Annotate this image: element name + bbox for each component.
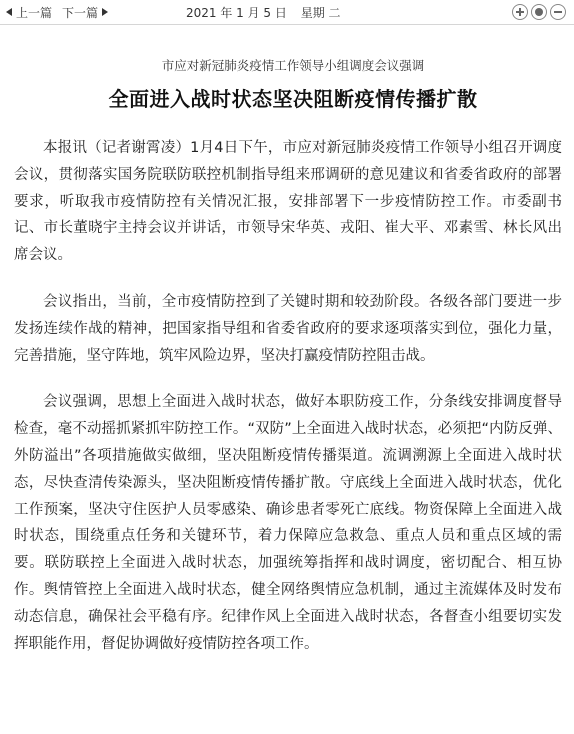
zoom-reset-icon[interactable] bbox=[531, 4, 547, 20]
arrow-right-icon bbox=[102, 8, 108, 16]
zoom-controls bbox=[509, 4, 566, 20]
issue-date bbox=[186, 4, 351, 21]
article-subtitle: 市应对新冠肺炎疫情工作领导小组调度会议强调 bbox=[161, 58, 425, 73]
article-nav bbox=[6, 4, 118, 20]
zoom-out-icon[interactable] bbox=[550, 4, 566, 20]
article bbox=[14, 56, 562, 657]
article-paragraph: 本报讯（记者谢霄凌）1月4日下午，市应对新冠肺炎疫情工作领导小组召开调度会议，贯彻落实国务院联防联控机制指导组来邢调研的意见建议和省委省政府的部署要求，听取我市疫情防控有关情况汇报，安排部署下一步疫情防控工作。市委副书记、市长董晓宇主持会议并讲话，市领导宋华英、戎阳、崔大平、邓素雪、林长风出席会议。 bbox=[14, 140, 562, 264]
arrow-left-icon bbox=[6, 8, 12, 16]
top-toolbar bbox=[0, 0, 574, 25]
weekday-text: 星期 二 bbox=[300, 6, 341, 20]
article-title: 全面进入战时状态坚决阻断疫情传播扩散 bbox=[108, 87, 478, 111]
date-text: 2021 年 1 月 5 日 bbox=[186, 6, 287, 20]
prev-article-button[interactable] bbox=[6, 4, 52, 21]
zoom-in-icon[interactable] bbox=[512, 4, 528, 20]
article-paragraph: 会议强调，思想上全面进入战时状态，做好本职防疫工作，分条线安排调度督导检查，毫不动摇抓紧抓牢防控工作。“双防”上全面进入战时状态，必须把“内防反弹、外防溢出”各项措施做实做细，坚决阻断疫情传播渠道。流调溯源上全面进入战时状态，尽快查清传染源头，坚决阻断疫情传播扩散。守底线上全面进入战时状态，优化工作预案，坚决守住医护人员零感染、确诊患者零死亡底线。物资保障上全面进入战时状态，围绕重点任务和关键环节，着力保障应急救急、重点人员和重点区域的需要。联防联控上全面进入战时状态，加强统筹指挥和战时调度，密切配合、相互协作。舆情管控上全面进入战时状态，健全网络舆情应急机制，通过主流媒体及时发布动态信息，确保社会平稳有序。纪律作风上全面进入战时状态，各督查小组要切实发挥职能作用，督促协调做好疫情防控各项工作。 bbox=[14, 394, 562, 652]
next-article-button[interactable] bbox=[62, 4, 108, 21]
article-paragraph: 会议指出，当前，全市疫情防控到了关键时期和较劲阶段。各级各部门要进一步发扬连续作战的精神，把国家指导组和省委省政府的要求逐项落实到位，强化力量，完善措施，坚守阵地，筑牢风险边界，坚决打赢疫情防控阻击战。 bbox=[14, 293, 562, 364]
prev-article-label: 上一篇 bbox=[16, 5, 53, 20]
next-article-label: 下一篇 bbox=[62, 5, 99, 20]
